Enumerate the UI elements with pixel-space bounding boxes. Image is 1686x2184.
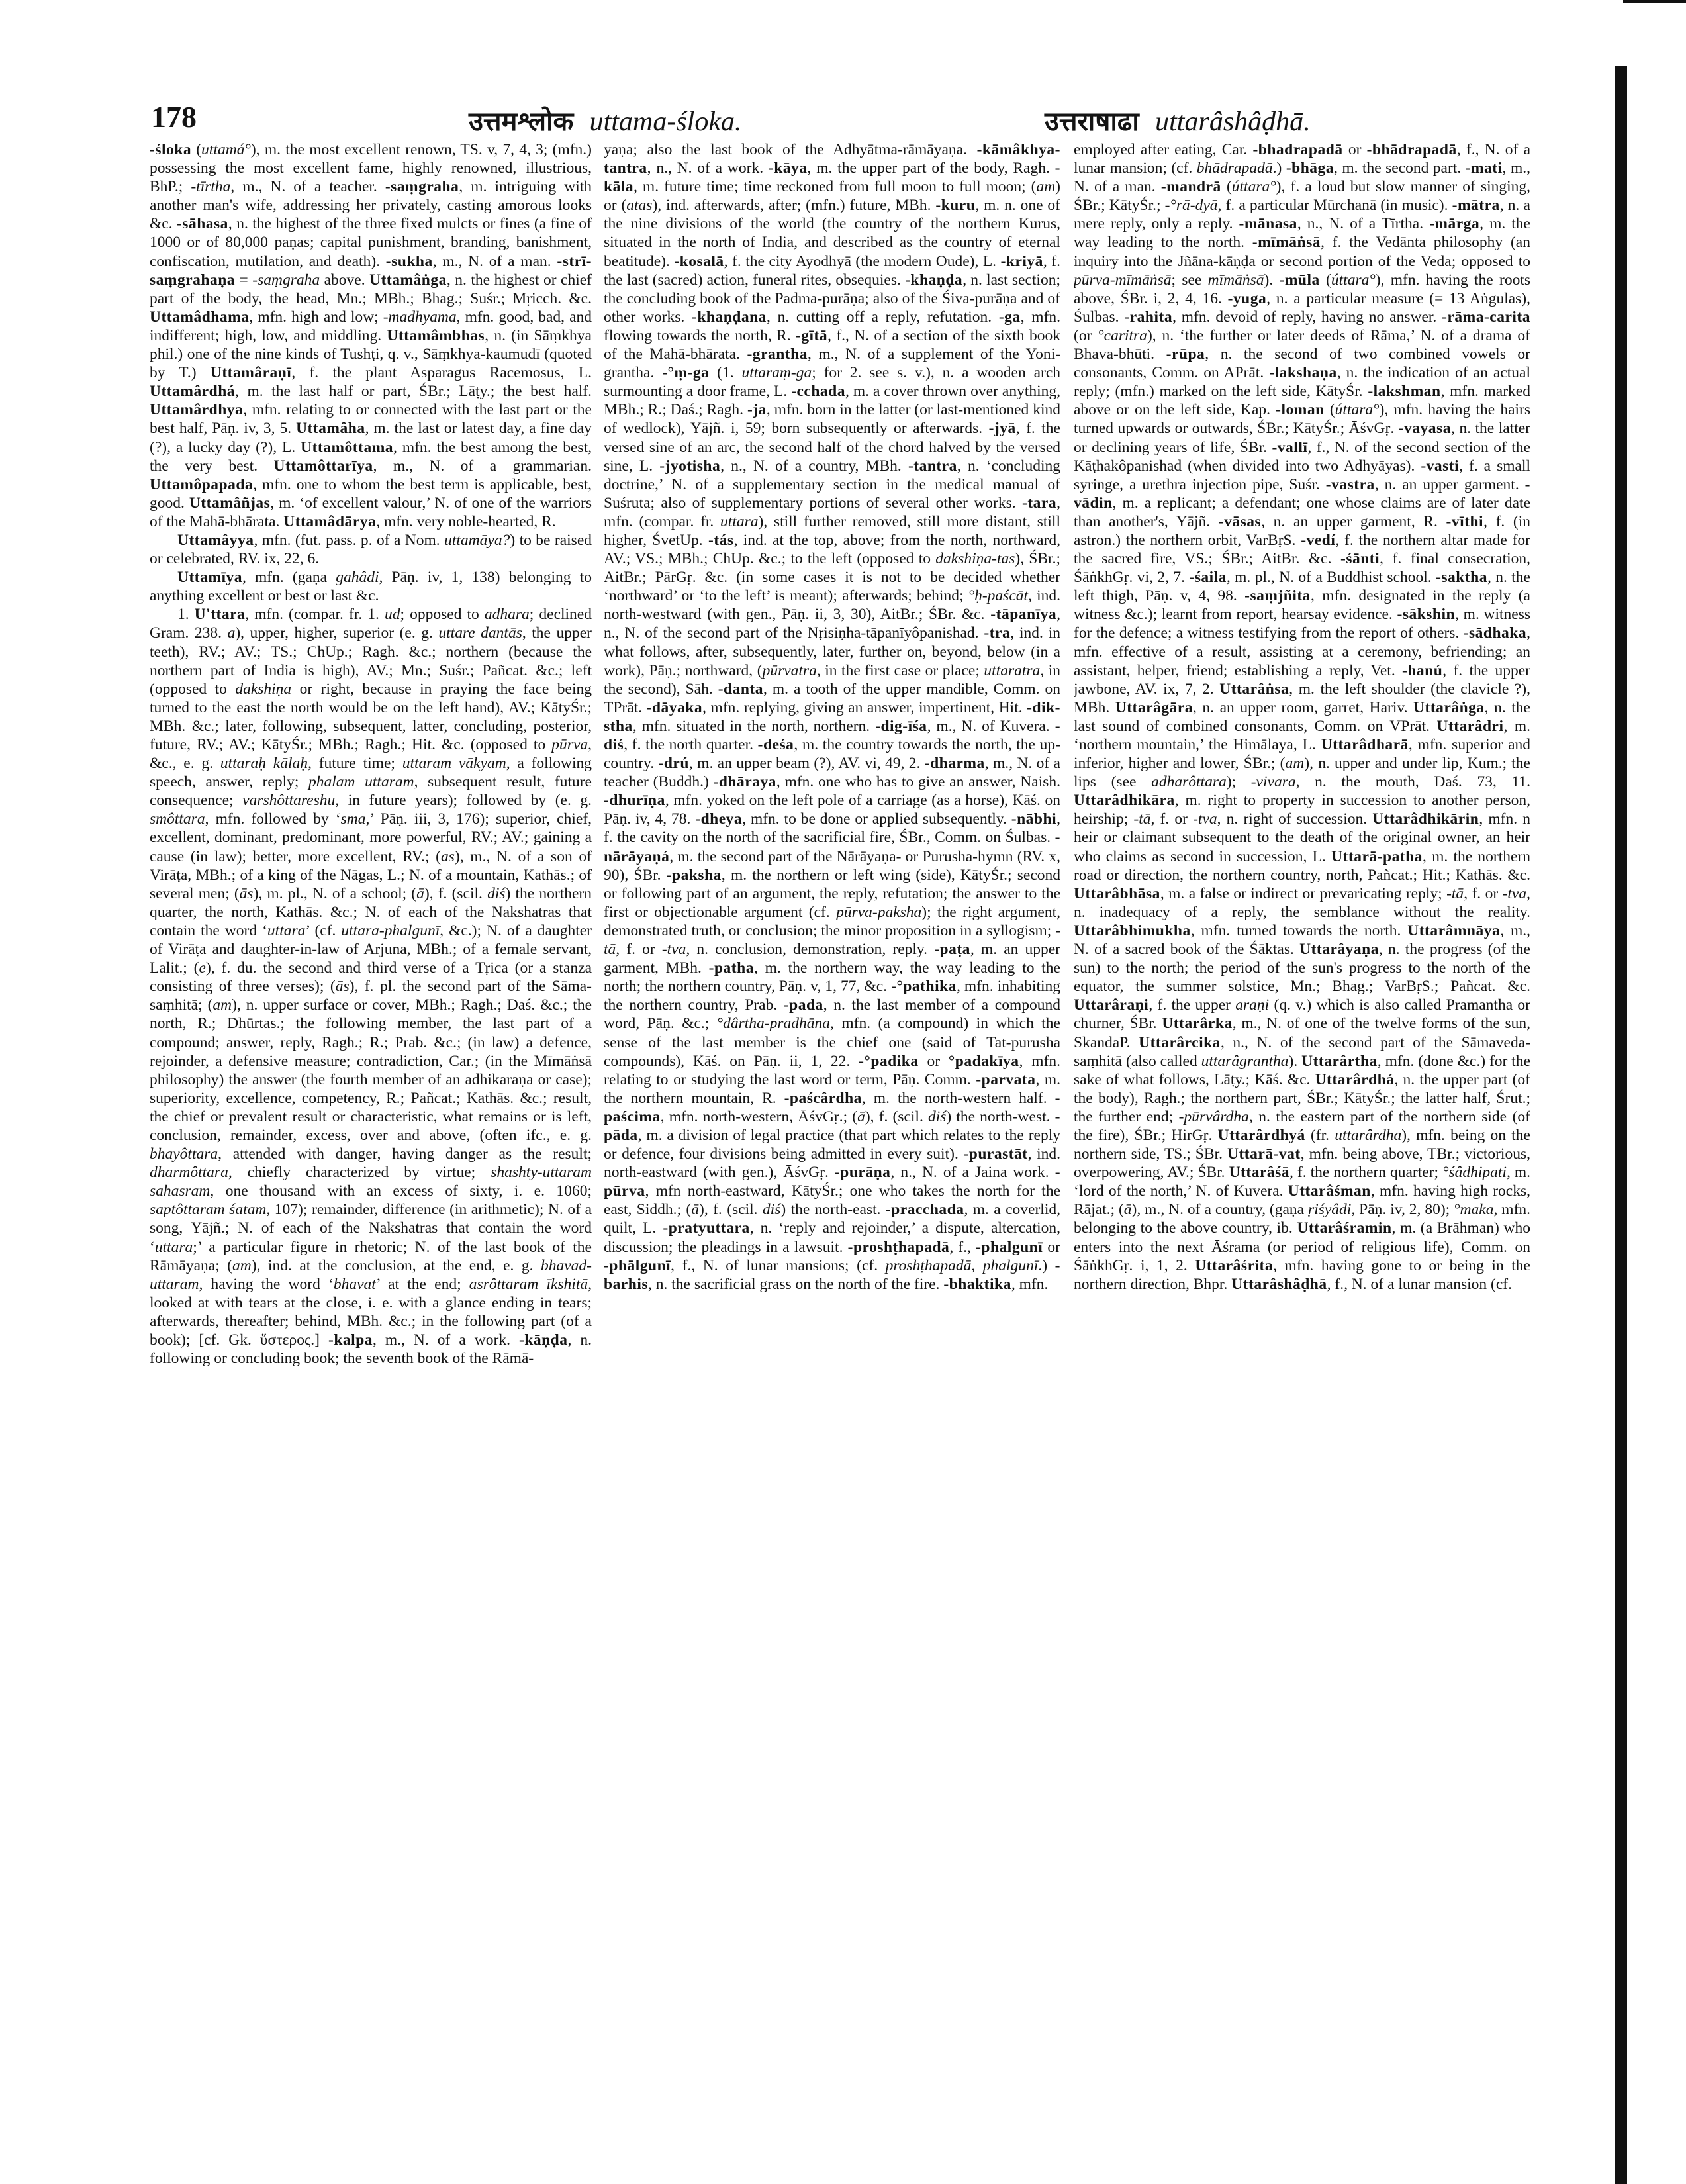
dictionary-entry-paragraph: Uttamâyya, mfn. (fut. pass. p. of a Nom. uttamāya?) to be raised or celebrated, RV. ix, 22, 6. bbox=[150, 531, 592, 568]
page-header bbox=[151, 99, 1591, 139]
dictionary-entry-paragraph: Uttamīya, mfn. (gaṇa gahâdi, Pāṇ. iv, 1, 138) belonging to anything excellent or best or last &c. bbox=[150, 569, 592, 605]
right-headword-roman: uttarâshâḍhā. bbox=[1155, 107, 1311, 137]
dictionary-column-2 bbox=[604, 140, 1060, 2166]
left-headword-roman: uttama-śloka. bbox=[589, 107, 742, 137]
left-running-headword bbox=[469, 102, 741, 138]
dictionary-entry-paragraph: -śloka (uttamá°), m. the most excellent renown, TS. v, 7, 4, 3; (mfn.) possessing the most excellent fame, highly renowned, illustrious, BhP.; -tīrtha, m., N. of a teacher. -saṃgraha, m. intriguing with another man's wife, addressing her privately, casting amorous looks &c. -sāhasa, n. the highest of the three fixed mulcts or fines (a fine of 1000 or of 80,000 paṇas; capital punishment, branding, banishment, confiscation, mutilation, and death). -sukha, m., N. of a man. -strī-saṃgrahaṇa = -saṃgraha above. Uttamâṅga, n. the highest or chief part of the body, the head, Mn.; MBh.; Bhag.; Suśr.; Mṛicch. &c. Uttamâdhama, mfn. high and low; -madhyama, mfn. good, bad, and indifferent; high, low, and middling. Uttamâmbhas, n. (in Sāṃkhya phil.) one of the nine kinds of Tushṭi, q. v., Sāṃkhya-kaumudī (quoted by T.) Uttamâraṇī, f. the plant Asparagus Racemosus, L. Uttamârdhá, m. the last half or part, ŚBr.; Lāṭy.; the best half. Uttamârdhya, mfn. relating to or connected with the last part or the best half, Pāṇ. iv, 3, 5. Uttamâha, m. the last or latest day, a fine day (?), a lucky day (?), L. Uttamôttama, mfn. the best among the best, the very best. Uttamôttarīya, m., N. of a grammarian. Uttamôpapada, mfn. one to whom the best term is applicable, best, good. Uttamâñjas, m. ‘of excellent valour,’ N. of one of the warriors of the Mahā-bhārata. Uttamâdārya, mfn. very noble-hearted, R. bbox=[150, 141, 592, 530]
dictionary-entry-paragraph: employed after eating, Car. -bhadrapadā or -bhādrapadā, f., N. of a lunar mansion; (cf. bhādrapadā.) -bhāga, m. the second part. -mati, m., N. of a man. -mandrā (úttara°), f. a loud but slow manner of singing, ŚBr.; KātyŚr.; -°rā-dyā, f. a particular Mūrchanā (in music). -mātra, n. a mere reply, only a reply. -mānasa, n., N. of a Tīrtha. -mārga, m. the way leading to the north. -mīmāṅsā, f. the Vedānta philosophy (an inquiry into the Jñāna-kāṇḍa or second portion of the Veda; opposed to pūrva-mīmāṅsā; see mīmāṅsā). -mūla (úttara°), mfn. having the roots above, ŚBr. i, 2, 4, 16. -yuga, n. a particular measure (= 13 Aṅgulas), Śulbas. -rahita, mfn. devoid of reply, having no answer. -rāma-carita (or °caritra), n. ‘the further or later deeds of Rāma,’ N. of a drama of Bhava-bhūti. -rūpa, n. the second of two combined vowels or consonants, Comm. on APrāt. -lakshaṇa, n. the indication of an actual reply; (mfn.) marked on the left side, KātyŚr. -lakshman, mfn. marked above or on the left side, Kap. -loman (úttara°), mfn. having the hairs turned upwards or outwards, ŚBr.; KātyŚr.; ĀśvGṛ. -vayasa, n. the latter or declining years of life, ŚBr. -vallī, f., N. of the second section of the Kāṭhakôpanishad (when divided into two Adhyāyas). -vasti, f. a small syringe, a urethra injection pipe, Suśr. -vastra, n. an upper garment. -vādin, m. a replicant; a defendant; one whose claims are of later date than another's, Yājñ. -vāsas, n. an upper garment, R. -vīthi, f. (in astron.) the northern orbit, VarBṛS. -vedí, f. the northern altar made for the sacred fire, VS.; ŚBr.; AitBr. &c. -śānti, f. final consecration, ŚāṅkhGṛ. vi, 2, 7. -śaila, m. pl., N. of a Buddhist school. -saktha, n. the left thigh, Pāṇ. v, 4, 98. -saṃjñita, mfn. designated in the reply (a witness &c.); learnt from report, hearsay evidence. -sākshin, m. witness for the defence; a witness testifying from the report of others. -sādhaka, mfn. effective of a result, assisting at a ceremony, befriending; an assistant, helper, friend; establishing a reply, Vet. -hanú, f. the upper jawbone, AV. ix, 7, 2. Uttarâṅsa, m. the left shoulder (the clavicle ?), MBh. Uttarâgāra, n. an upper room, garret, Hariv. Uttarâṅga, n. the last sound of combined consonants, Comm. on VPrāt. Uttarâdri, m. ‘northern mountain,’ the Himālaya, L. Uttarâdharā, mfn. superior and inferior, higher and lower, ŚBr.; (am), n. upper and under lip, Kum.; the lips (see adharôttara); -vivara, n. the mouth, Daś. 73, 11. Uttarâdhikāra, m. right to property in succession to another person, heirship; -tā, f. or -tva, n. right of succession. Uttarâdhikārin, mfn. n heir or claimant subsequent to the death of the original owner, an heir who claims as second in succession, L. Uttarā-patha, m. the northern road or direction, the northern country, north, Pañcat.; Hit.; Kathās. &c. Uttarâbhāsa, m. a false or indirect or prevaricating reply; -tā, f. or -tva, n. inadequacy of a reply, the semblance without the reality. Uttarâbhimukha, mfn. turned towards the north. Uttarâmnāya, m., N. of a sacred book of the Śāktas. Uttarâyaṇa, n. the progress (of the sun) to the north; the period of the sun's progress to the north of the equator, the summer solstice, Mn.; Bhag.; VarBṛS.; Pañcat. &c. Uttarâraṇi, f. the upper araṇi (q. v.) which is also called Pramantha or churner, ŚBr. Uttarârka, m., N. of one of the twelve forms of the sun, SkandaP. Uttarârcika, n., N. of the second part of the Sāmaveda-saṃhitā (also called uttarâgrantha). Uttarârtha, mfn. (done &c.) for the sake of what follows, Lāṭy.; Kāś. &c. Uttarârdhá, n. the upper part (of the body), Ragh.; the northern part, ŚBr.; KātyŚr.; the latter half, Śrut.; the further end; -pūrvârdha, n. the eastern part of the northern side (of the fire), ŚBr.; HirGṛ. Uttarârdhyá (fr. uttarârdha), mfn. being on the northern side, TS.; ŚBr. Uttarā-vat, mfn. being above, TBr.; victorious, overpowering, AV.; ŚBr. Uttarâśā, f. the northern quarter; °śâdhipati, m. ‘lord of the north,’ N. of Kuvera. Uttarâśman, mfn. having high rocks, Rājat.; (ā), m., N. of a country, (gaṇa ṛiśyâdi, Pāṇ. iv, 2, 80); °maka, mfn. belonging to the above country, ib. Uttarâśramin, m. (a Brāhman) who enters into the next Āśrama (or period of religious life), Comm. on ŚāṅkhGṛ. i, 1, 2. Uttarâśrita, mfn. having gone to or being in the northern direction, Bhpr. Uttarâshâḍhā, f., N. of a lunar mansion (cf. bbox=[1074, 141, 1530, 1293]
page-edge-bar bbox=[1615, 66, 1627, 2184]
page-number: 178 bbox=[151, 100, 197, 134]
right-headword-devanagari: उत्तराषाढा bbox=[1045, 107, 1139, 137]
dictionary-column-3 bbox=[1074, 140, 1530, 2166]
dictionary-entry-paragraph: yaṇa; also the last book of the Adhyātma-rāmāyaṇa. -kāmâkhya-tantra, n., N. of a work. -kāya, m. the upper part of the body, Ragh. -kāla, m. future time; time reckoned from full moon to full moon; (am) or (atas), ind. afterwards, after; (mfn.) future, MBh. -kuru, m. n. one of the nine divisions of the world (the country of the northern Kurus, situated in the north of India, and described as the country of eternal beatitude). -kosalā, f. the city Ayodhyā (the modern Oude), L. -kriyā, f. the last (sacred) action, funeral rites, obsequies. -khaṇḍa, n. last section; the concluding book of the Padma-purāṇa; also of the Śiva-purāṇa and of other works. -khaṇḍana, n. cutting off a reply, refutation. -ga, mfn. flowing towards the north, R. -gītā, f., N. of a section of the sixth book of the Mahā-bhārata. -grantha, m., N. of a supplement of the Yoni-grantha. -°ṃ-ga (1. uttaraṃ-ga; for 2. see s. v.), n. a wooden arch surmounting a door frame, L. -cchada, m. a cover thrown over anything, MBh.; R.; Daś.; Ragh. -ja, mfn. born in the latter (or last-mentioned kind of wedlock), Yājñ. i, 59; born subsequently or afterwards. -jyā, f. the versed sine of an arc, the second half of the chord halved by the versed sine, L. -jyotisha, n., N. of a country, MBh. -tantra, n. ‘concluding doctrine,’ N. of a supplementary section in the medical manual of Suśruta; also of supplementary portions of several other works. -tara, mfn. (compar. fr. uttara), still further removed, still more distant, still higher, ŚvetUp. -tás, ind. at the top, above; from the north, northward, AV.; VS.; MBh.; ChUp. &c.; to the left (opposed to dakshiṇa-tas), ŚBr.; AitBr.; PārGṛ. &c. (in some cases it is not to be decided whether ‘northward’ or ‘to the left’ is meant); afterwards; behind; °ḥ-paścāt, ind. north-westward (with gen., Pāṇ. ii, 3, 30), AitBr.; ŚBr. &c. -tāpanīya, n., N. of the second part of the Nṛisiṇha-tāpanīyôpanishad. -tra, ind. in what follows, after, subsequently, later, further on, beyond, below (in a work), Pāṇ.; northward, (pūrvatra, in the first case or place; uttaratra, in the second), Sāh. -danta, m. a tooth of the upper mandible, Comm. on TPrāt. -dāyaka, mfn. replying, giving an answer, impertinent, Hit. -dik-stha, mfn. situated in the north, northern. -dig-īśa, m., N. of Kuvera. -diś, f. the north quarter. -deśa, m. the country towards the north, the up-country. -drú, m. an upper beam (?), AV. vi, 49, 2. -dharma, m., N. of a teacher (Buddh.) -dhāraya, mfn. one who has to give an answer, Naish. -dhurīṇa, mfn. yoked on the left pole of a carriage (as a horse), Kāś. on Pāṇ. iv, 4, 78. -dheya, mfn. to be done or applied subsequently. -nābhi, f. the cavity on the north of the sacrificial fire, ŚBr., Comm. on Śulbas. -nārāyaṇá, m. the second part of the Nārāyaṇa- or Purusha-hymn (RV. x, 90), ŚBr. -paksha, m. the northern or left wing (side), KātyŚr.; second or following part of an argument, the reply, refutation; the answer to the first or objectionable argument (cf. pūrva-paksha); the right argument, demonstrated truth, or conclusion; the minor proposition in a syllogism; -tā, f. or -tva, n. conclusion, demonstration, reply. -paṭa, m. an upper garment, MBh. -patha, m. the northern way, the way leading to the north; the northern country, Pāṇ. v, 1, 77, &c. -°pathika, mfn. inhabiting the northern country, Prab. -pada, n. the last member of a compound word, Pāṇ. &c.; °dârtha-pradhāna, mfn. (a compound) in which the sense of the last member is the chief one (said of Tat-purusha compounds), Kāś. on Pāṇ. ii, 1, 22. -°padika or °padakīya, mfn. relating to or studying the last word or term, Pāṇ. Comm. -parvata, m. the northern mountain, R. -paścârdha, m. the north-western half. -paścima, mfn. north-western, ĀśvGṛ.; (ā), f. (scil. diś) the north-west. -pāda, m. a division of legal practice (that part which relates to the reply or defence, four divisions being admitted in every suit). -purastāt, ind. north-eastward (with gen.), ĀśvGṛ. -purāṇa, n., N. of a Jaina work. -pūrva, mfn north-eastward, KātyŚr.; one who takes the north for the east, Siddh.; (ā), f. (scil. diś) the north-east. -pracchada, m. a coverlid, quilt, L. -pratyuttara, n. ‘reply and rejoinder,’ a dispute, altercation, discussion; the pleadings in a lawsuit. -proshṭhapadā, f., -phalgunī or -phālgunī, f., N. of lunar mansions; (cf. proshṭhapadā, phalgunī.) -barhis, n. the sacrificial grass on the north of the fire. -bhaktika, mfn. bbox=[604, 141, 1060, 1293]
dictionary-column-1 bbox=[150, 140, 592, 2166]
right-running-headword bbox=[1045, 102, 1311, 138]
page-edge-top-rule bbox=[1623, 0, 1686, 3]
left-headword-devanagari: उत्तमश्लोक bbox=[469, 107, 574, 137]
dictionary-entry-paragraph: 1. U'ttara, mfn. (compar. fr. 1. ud; opposed to adhara; declined Gram. 238. a), upper, higher, superior (e. g. uttare dantās, the upper teeth), RV.; AV.; TS.; ChUp.; Ragh. &c.; northern (because the northern part of India is high), AV.; Mn.; Suśr.; Pañcat. &c.; left (opposed to dakshiṇa or right, because in praying the face being turned to the east the north would be on the left hand), AV.; KātyŚr.; MBh. &c.; later, following, subsequent, latter, concluding, posterior, future, RV.; AV.; KātyŚr.; MBh.; Ragh.; Hit. &c. (opposed to pūrva, &c., e. g. uttaraḥ kālaḥ, future time; uttaram vākyam, a following speech, answer, reply; phalam uttaram, subsequent result, future consequence; varshôttareshu, in future years); followed by (e. g. smôttara, mfn. followed by ‘sma,’ Pāṇ. iii, 3, 176); superior, chief, excellent, dominant, predominant, more powerful, RV.; AV.; gaining a cause (in law); better, more excellent, RV.; (as), m., N. of a son of Virāṭa, MBh.; of a king of the Nāgas, L.; N. of a mountain, Kathās.; of several men; (ās), m. pl., N. of a school; (ā), f. (scil. diś) the northern quarter, the north, Kathās. &c.; N. of each of the Nakshatras that contain the word ‘uttara’ (cf. uttara-phalgunī, &c.); N. of a daughter of Virāṭa and daughter-in-law of Arjuna, MBh.; of a female servant, Lalit.; (e), f. du. the second and third verse of a Tṛica (or a stanza consisting of three verses); (ās), f. pl. the second part of the Sāma-saṃhitā; (am), n. upper surface or cover, MBh.; Ragh.; Daś. &c.; the north, R.; Dhūrtas.; the following member, the last part of a compound; answer, reply, Ragh.; R.; Prab. &c.; (in law) a defence, rejoinder, a defensive measure; contradiction, Car.; (in the Mīmāṅsā philosophy) the answer (the fourth member of an adhikaraṇa or case); superiority, excellence, competency, R.; Pañcat.; Kathās. &c.; result, the chief or prevalent result or characteristic, what remains or is left, conclusion, remainder, excess, over and above, (often ifc., e. g. bhayôttara, attended with danger, having danger as the result; dharmôttara, chiefly characterized by virtue; shashty-uttaram sahasram, one thousand with an excess of sixty, i. e. 1060; saptôttaram śatam, 107); remainder, difference (in arithmetic); N. of a song, Yājñ.; N. of each of the Nakshatras that contain the word ‘uttara;’ a particular figure in rhetoric; N. of the last book of the Rāmāyaṇa; (am), ind. at the conclusion, at the end, e. g. bhavad-uttaram, having the word ‘bhavat’ at the end; asrôttaram īkshitā, looked at with tears at the close, i. e. with a glance ending in tears; afterwards, thereafter; behind, MBh. &c.; in the following part (of a book); [cf. Gk. ὕστερος.] -kalpa, m., N. of a work. -kāṇḍa, n. following or concluding book; the seventh book of the Rāmā- bbox=[150, 606, 592, 1368]
